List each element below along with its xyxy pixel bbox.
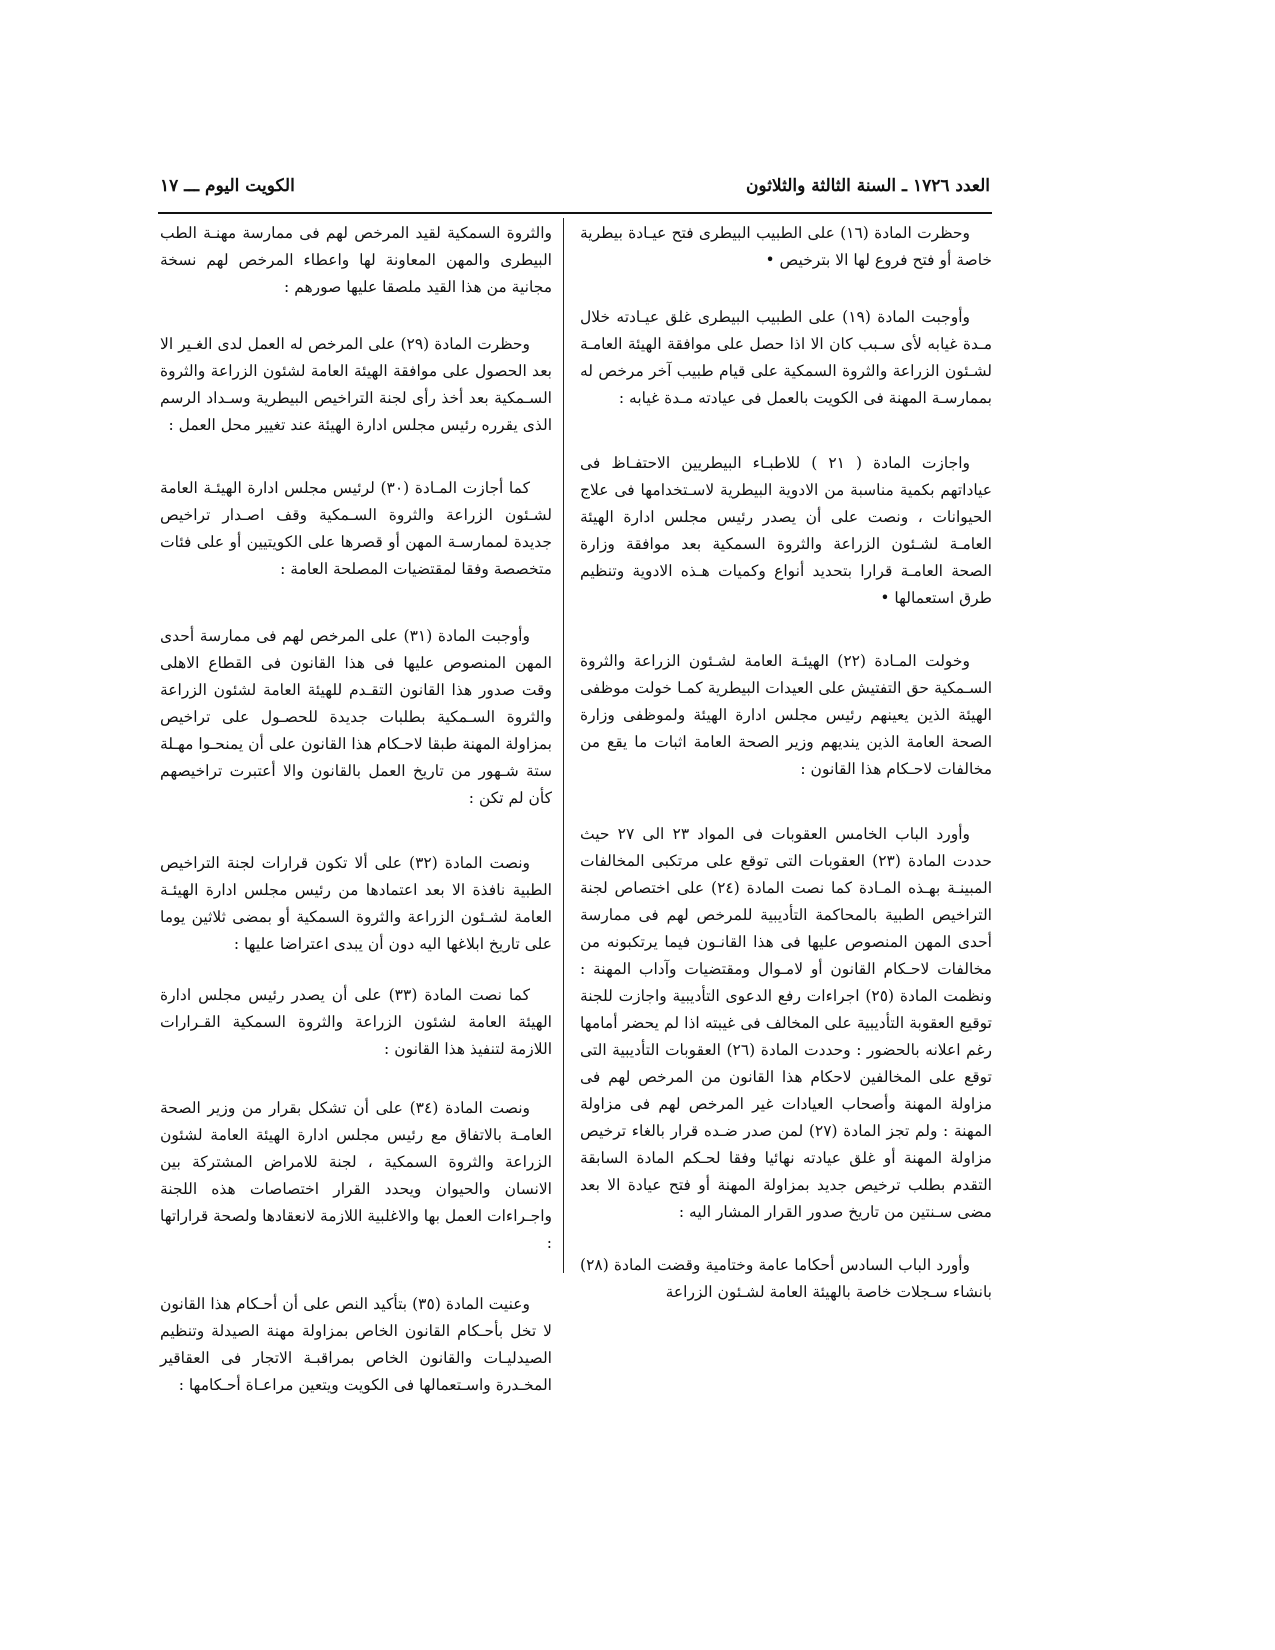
paragraph-chapter-6-general: وأورد الباب السادس أحكاما عامة وختامية وقضت المادة (٢٨) بانشاء سـجلات خاصة بالهيئة العامة لشـئون الزراعة [580,1256,992,1301]
paragraph-article-22: وخولت المـادة (٢٢) الهيئـة العامة لشـئون الزراعة والثروة السـمكية حق التفتيش على العيدات البيطرية كمـا خولت موظفى الهيئة الذين يعينهم رئيس مجلس ادارة الهيئة ولموظفى وزارة الصحة العامة الذين ينديهم وزير الصحة العامة اثبات ما يقع من مخالفات لاحـكام هذا القانون : [580,652,992,778]
column-divider [563,218,564,1273]
paragraph-article-21: واجازت المادة ( ٢١ ) للاطبـاء البيطريين الاحتفـاظ فى عياداتهم بكمية مناسبة من الادوية البيطرية لاسـتخدامها فى علاج الحيوانات ، ونصت على أن يصدر رئيس مجلس ادارة الهيئة العامـة لشـئون الزراعة والثروة السمكية بعد موافقة وزارة الصحة العامـة قرارا بتحديد أنواع وكميات هـذه الادوية وتنظيم طرق استعمالها • [580,454,992,607]
paragraph-article-33: كما نصت المادة (٣٣) على أن يصدر رئيس مجلس ادارة الهيئة العامة لشئون الزراعة والثروة السمكية القـرارات اللازمة لتنفيذ هذا القانون : [160,986,552,1058]
paragraph-article-19: وأوجبت المادة (١٩) على الطبيب البيطرى غلق عيـادته خلال مـدة غيابه لأى سـبب كان الا اذا حصل على موافقة الهيئة العامـة لشـئون الزراعة والثروة السمكية على قيام طبيب آخر مرخص له بممارسـة المهنة فى الكويت بالعمل فى عيادته مـدة غيابه : [580,308,992,407]
paragraph-article-31: وأوجبت المادة (٣١) على المرخص لهم فى ممارسة أحدى المهن المنصوص عليها فى هذا القانون فى القطاع الاهلى وقت صدور هذا القانون التقـدم للهيئة العامة لشئون الزراعة والثروة السـمكية بطلبات جديدة للحصـول على تراخيص بمزاولة المهنة طبقا لاحـكام هذا القانون على أن يمنحـوا مهـلة ستة شـهور من تاريخ العمل بالقانون والا أعتبرت تراخيصهم كأن لم تكن : [160,627,552,807]
paper-page-label: الكويت اليوم ـــ ١٧ [160,176,295,196]
paragraph-article-29: وحظرت المادة (٢٩) على المرخص له العمل لدى الغـير الا بعد الحصول على موافقة الهيئة العامة لشئون الزراعة والثروة السـمكية بعد أخذ رأى لجنة التراخيص البيطرية وسـداد الرسم الذى يقرره رئيس مجلس ادارة الهيئة عند تغيير محل العمل : [160,335,552,434]
issue-line: العدد ١٧٢٦ ـ السنة الثالثة والثلاثون [745,176,990,196]
paragraph-chapter-5-penalties: وأورد الباب الخامس العقوبات فى المواد ٢٣ الى ٢٧ حيث حددت المادة (٢٣) العقوبات التى توقع على مرتكبى المخالفات المبينـة بهـذه المـادة كما نصت المادة (٢٤) على اختصاص لجنة التراخيص الطبية بالمحاكمة التأديبية للمرخص لهم فى ممارسة أحدى المهن المنصوص عليها فى هذا القانـون فيما يرتكبونه من مخالفات لاحـكام القانون أو لامـوال ومقتضيات وآداب المهنة : ونظمت المادة (٢٥) اجراءات رفع الدعوى التأديبية واجازت للجنة توقيع العقوبة التأديبية على المخالف فى غيبته اذا لم يحضر أمامها رغم اعلانه بالحضور : وحددت المادة (٢٦) العقوبات التأديبية التى توقع على المخالفين لاحكام هذا القانون من المرخص لهم فى مزاولة المهنة وأصحاب العيادات غير المرخص لهم فى مزاولة المهنة : ولم تجز المادة (٢٧) لمن صدر ضـده قرار بالغاء ترخيص مزاولة المهنة أو غلق عيادته نهائيا وفقا لحـكم المادة السابقة التقدم بطلب ترخيص جديد بمزاولة المهنة أو فتح عيادة الا بعد مضى سـنتين من تاريخ صدور القرار المشار اليه : [580,825,992,1221]
page-header [160,176,990,206]
paragraph-article-35: وعنيت المادة (٣٥) بتأكيد النص على أن أحـكام هذا القانون لا تخل بأحـكام القانون الخاص بمزاولة مهنة الصيدلة وتنظيم الصيدليـات والقانون الخاص بمراقبـة الاتجار فى العقاقير المخـدرة واسـتعمالها فى الكويت ويتعين مراعـاة أحـكامها : [160,1295,552,1394]
paragraph-article-30: كما أجازت المـادة (٣٠) لرئيس مجلس ادارة الهيئـة العامة لشـئون الزراعة والثروة السـمكية وقف اصـدار تراخيص جديدة لممارسـة المهن أو قصرها على الكويتيين أو على فئات متخصصة وفقا لمقتضيات المصلحة العامة : [160,479,552,578]
right-column [580,220,992,1334]
paragraph-continuation-registry: والثروة السمكية لقيد المرخص لهم فى ممارسة مهنـة الطب البيطرى والمهن المعاونة لها واعطاء المرخص لهم نسخة مجانية من هذا القيد ملصقا عليها صورهم : [160,224,552,296]
header-rule [158,212,992,214]
paragraph-article-16: وحظرت المادة (١٦) على الطبيب البيطرى فتح عيـادة بيطرية خاصة أو فتح فروع لها الا بترخيص • [580,224,992,269]
left-column [160,220,552,1427]
paragraph-article-32: ونصت المادة (٣٢) على ألا تكون قرارات لجنة التراخيص الطبية نافذة الا بعد اعتمادها من رئيس مجلس ادارة الهيئـة العامة لشـئون الزراعة والثروة السمكية أو بمضى ثلاثين يوما على تاريخ ابلاغها اليه دون أن يبدى اعتراضا عليها : [160,854,552,953]
paragraph-article-34: ونصت المادة (٣٤) على أن تشكل بقرار من وزير الصحة العامـة بالاتفاق مع رئيس مجلس ادارة الهيئة العامة لشئون الزراعة والثروة السمكية ، لجنة للامراض المشتركة بين الانسان والحيوان ويحدد القرار اختصاصات هذه اللجنة واجـراءات العمل بها والاغلبية اللازمة لانعقادها ولصحة قراراتها : [160,1099,552,1252]
